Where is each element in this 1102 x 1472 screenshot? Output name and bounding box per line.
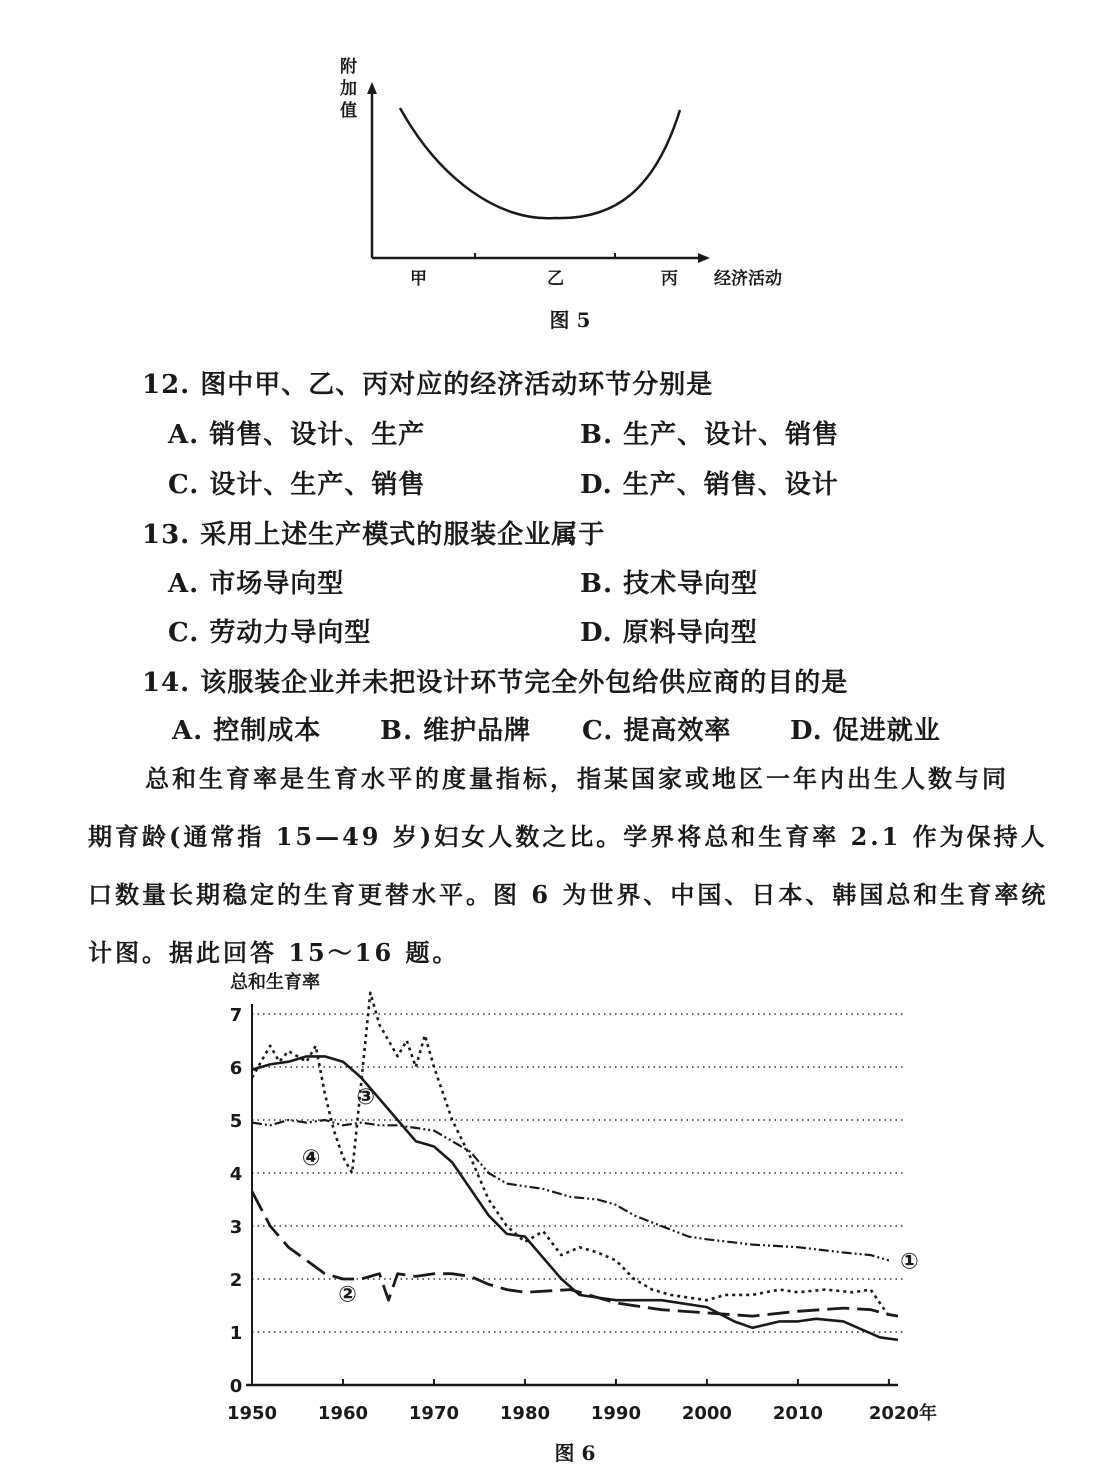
x-tick-label-2020: 2020年 bbox=[868, 1403, 937, 1424]
y-tick-label-7: 7 bbox=[229, 1005, 243, 1026]
passage-line-1: 总和生育率是生育水平的度量指标，指某国家或地区一年内出生人数与同 bbox=[145, 764, 1009, 793]
passage-line-2: 期育龄(通常指 15—49 岁)妇女人数之比。学界将总和生育率 2.1 作为保持人 bbox=[88, 822, 1048, 851]
series-annotation-2: ② bbox=[338, 1282, 357, 1308]
q13-option-c: C. 劳动力导向型 bbox=[168, 618, 372, 648]
q12-option-a: A. 销售、设计、生产 bbox=[168, 420, 426, 450]
q14-option-a: A. 控制成本 bbox=[172, 716, 322, 746]
fig5-x-arrow bbox=[698, 253, 710, 263]
q12-option-c: C. 设计、生产、销售 bbox=[168, 470, 426, 500]
y-tick-label-5: 5 bbox=[229, 1111, 243, 1132]
fig5-xlabel: 经济活动 bbox=[714, 269, 782, 289]
q12-stem: 12. 图中甲、乙、丙对应的经济活动环节分别是 bbox=[142, 370, 714, 400]
fig5-ylabel-2: 加 bbox=[340, 79, 357, 99]
q12-option-b: B. 生产、设计、销售 bbox=[580, 420, 840, 450]
y-tick-label-6: 6 bbox=[229, 1058, 243, 1079]
series-annotation-1: ① bbox=[900, 1249, 919, 1275]
fig5-smile-curve bbox=[400, 108, 680, 218]
y-tick-label-1: 1 bbox=[229, 1323, 243, 1344]
passage-line-3: 口数量长期稳定的生育更替水平。图 6 为世界、中国、日本、韩国总和生育率统 bbox=[88, 880, 1049, 909]
fig5-caption: 图 5 bbox=[549, 308, 591, 332]
y-tick-label-2: 2 bbox=[229, 1270, 243, 1291]
passage-line-4: 计图。据此回答 15～16 题。 bbox=[88, 938, 460, 967]
q13-option-a: A. 市场导向型 bbox=[168, 569, 345, 599]
q14-option-c: C. 提高效率 bbox=[582, 716, 732, 746]
q14-stem: 14. 该服装企业并未把设计环节完全外包给供应商的目的是 bbox=[142, 668, 849, 698]
figure-6-chart bbox=[0, 960, 1102, 1430]
y-tick-label-0: 0 bbox=[229, 1376, 243, 1397]
q14-option-b: B. 维护品牌 bbox=[380, 716, 532, 746]
series-line-3 bbox=[252, 993, 889, 1316]
fig6-caption: 图 6 bbox=[554, 1441, 596, 1465]
fig5-ylabel-3: 值 bbox=[340, 101, 357, 121]
fig5-y-arrow bbox=[367, 82, 377, 94]
figure-5 bbox=[330, 50, 800, 300]
q14-option-d: D. 促进就业 bbox=[790, 716, 941, 746]
fig5-x-jia: 甲 bbox=[410, 269, 427, 289]
y-tick-label-4: 4 bbox=[229, 1164, 243, 1185]
series-annotation-4: ④ bbox=[301, 1146, 321, 1172]
y-tick-label-3: 3 bbox=[229, 1217, 243, 1238]
y-axis-label: 总和生育率 bbox=[230, 972, 320, 993]
x-tick-label-1980: 1980 bbox=[499, 1403, 551, 1424]
x-tick-label-1970: 1970 bbox=[408, 1403, 460, 1424]
x-tick-label-1950: 1950 bbox=[226, 1403, 278, 1424]
fig5-ylabel-1: 附 bbox=[340, 57, 357, 77]
fig5-x-bing: 丙 bbox=[661, 269, 678, 289]
q13-option-d: D. 原料导向型 bbox=[580, 618, 758, 648]
q13-stem: 13. 采用上述生产模式的服装企业属于 bbox=[142, 520, 606, 550]
x-tick-label-2010: 2010 bbox=[772, 1403, 823, 1424]
series-annotation-3: ③ bbox=[356, 1085, 376, 1111]
q12-option-d: D. 生产、销售、设计 bbox=[580, 470, 839, 500]
x-tick-label-1990: 1990 bbox=[590, 1403, 641, 1424]
series-line-1 bbox=[252, 1120, 889, 1260]
fig5-x-yi: 乙 bbox=[547, 269, 564, 289]
x-tick-label-1960: 1960 bbox=[317, 1403, 369, 1424]
q13-option-b: B. 技术导向型 bbox=[580, 569, 759, 599]
x-tick-label-2000: 2000 bbox=[681, 1403, 732, 1424]
